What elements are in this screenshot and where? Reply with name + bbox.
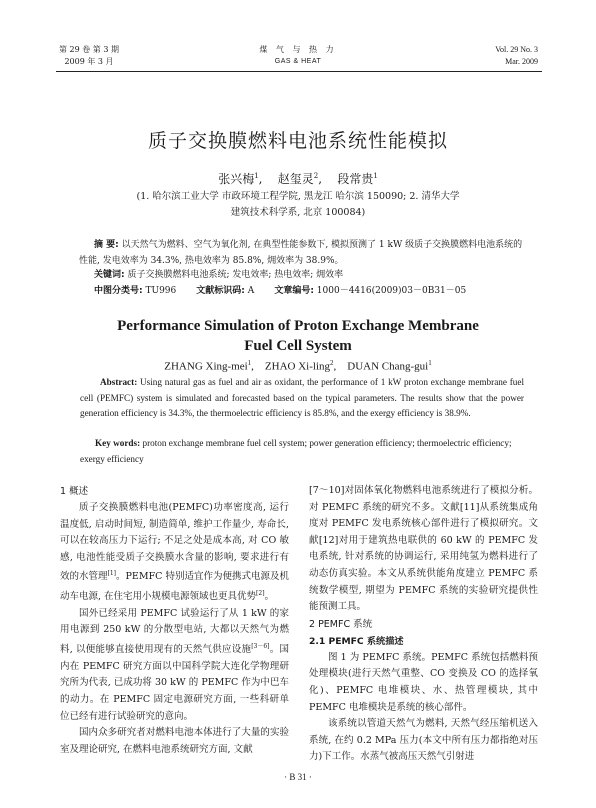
doc-code-value: A (247, 286, 255, 296)
paragraph (60, 500, 289, 606)
citation-ref[interactable]: [2] (256, 590, 265, 598)
paragraph (60, 606, 289, 725)
abstract-en (80, 375, 524, 422)
abstract-en-label: Abstract: (100, 377, 138, 387)
author-name: 张兴梅 (218, 172, 255, 186)
paragraph: 该系统以管道天然气为燃料, 天然气经压缩机送入系统, 在约 0.2 MPa 压力(本文中所有压力都指绝对压力)下工作。水蒸气被高压天然气引射进 (309, 718, 538, 763)
keywords-en (80, 436, 524, 467)
abstract-cn-label: 摘 要: (94, 240, 119, 250)
author-name: 段常贵 (337, 172, 374, 186)
volume-issue: 第 29 卷 第 3 期 (59, 45, 119, 54)
paragraph-text: 质子交换膜燃料电池(PEMFC)功率密度高, 运行温度低, 启动时间短, 制造简单, 维护工作量少, 寿命长, 可以在较高压力下运行; 不足之处是成本高, 对 CO 敏感, 电池性能受质子交换膜水含量的影响, 要求进行有效的水管理 (60, 502, 289, 583)
header-rule (56, 71, 542, 72)
journal-name-cn: 煤 气 与 热 力 (259, 45, 337, 54)
author-name: 赵玺灵 (277, 172, 314, 186)
article-no-value: 1000－4416(2009)03－0B31－05 (316, 286, 467, 296)
abstract-en-text: Using natural gas as fuel and air as oxidant, the performance of 1 kW proton exchange membrane fuel cell (PEMFC) system is simulated and forecasted based on the typical parameters. The results show that the power generation efficiency is 34.3%, the thermoelectric efficiency is 85.8%, and the exergy efficiency is 38.9%. (80, 377, 525, 419)
paragraph: 国内众多研究者对燃料电池本体进行了大量的实验室及理论研究, 在燃料电池系统研究方面, 文献 (60, 727, 289, 755)
journal-name-en: GAS & HEAT (274, 58, 322, 65)
author-name-en: ZHAO Xi-ling (264, 360, 330, 373)
affiliation-cn (0, 189, 596, 221)
affiliation-line: (1. 哈尔滨工业大学 市政环境工程学院, 黑龙江 哈尔滨 150090; 2. 清华大学 (136, 191, 460, 202)
volume-en: Vol. 29 No. 3 (495, 45, 538, 54)
section-heading: 1 概述 (60, 486, 89, 497)
date-en: Mar. 2009 (505, 57, 538, 66)
affiliation-line: 建筑技术科学系, 北京 100084) (230, 207, 366, 218)
publication-date: 2009 年 3 月 (64, 57, 114, 66)
author-affil-mark: 2 (330, 359, 334, 367)
author-affil-mark: 1 (254, 172, 259, 180)
author-name-en: DUAN Chang-gui (347, 360, 429, 373)
classification-cn (94, 284, 466, 298)
authors-cn: 张兴梅$^1$, 赵玺灵$^2$, 段常贵$^1$ (218, 172, 378, 186)
keywords-cn-text: 质子交换膜燃料电池系统; 发电效率; 热电效率; 㶲效率 (127, 270, 344, 280)
doc-code-label: 文献标识码: (196, 286, 245, 296)
paragraph-text: 。PEMFC 特别适宜作为便携式电源及机动车电源, 在住宅用小规模电源领域也更具优势 (60, 571, 289, 603)
section-heading: 2 PEMFC 系统 (309, 618, 373, 630)
author-name-en: ZHANG Xing-mei (164, 360, 248, 373)
author-affil-mark: 2 (313, 172, 319, 180)
paragraph: [7～10]对固体氧化物燃料电池系统进行了模拟分析。对 PEMFC 系统的研究不多。文献[11]从系统集成角度对 PEMFC 发电系统核心部件进行了模拟研究。文献[12]对用于建筑热电联供的 60 kW 的 PEMFC 发电系统, 针对系统的协调运行, 采用纯氢为燃料进行了动态仿真实验。本文从系统供能角度建立 PEMFC 系统数学模型, 期望为 PEMFC 系统的实验研究提供性能预测工具。 (309, 485, 538, 613)
paper-title-en (0, 316, 596, 356)
paragraph: 图 1 为 PEMFC 系统。PEMFC 系统包括燃料预处理模块(进行天然气重整、CO 变换及 CO 的选择氧化)、PEMFC 电堆模块、水、热管理模块, 其中 PEMFC 电堆模块是系统的核心部件。 (309, 651, 538, 713)
body-column-left (60, 483, 289, 758)
title-en-line: Fuel Cell System (244, 338, 352, 354)
article-no-label: 文章编号: (274, 286, 314, 296)
citation-ref[interactable]: [1] (107, 570, 117, 578)
keywords-en-text: proton exchange membrane fuel cell system; power generation efficiency; thermoelectric efficiency; exergy efficiency (80, 438, 512, 464)
author-affil-mark: 1 (373, 172, 378, 180)
author-affil-mark: 1 (247, 359, 252, 367)
subsection-heading: 2.1 PEMFC 系统描述 (309, 635, 404, 647)
page-number: · B 31 · (284, 772, 312, 782)
citation-ref[interactable]: [3－6] (251, 643, 270, 651)
keywords-en-label: Key words: (95, 438, 141, 448)
abstract-cn (79, 237, 525, 269)
keywords-cn (94, 268, 343, 282)
paragraph-text: 国外已经采用 PEMFC 试验运行了从 1 kW 的家用电源到 250 kW 的分散型电站, 大都以天然气为燃料, 以便能够直接使用现有的天然气供应设施 (60, 607, 289, 656)
paper-title-cn: 质子交换膜燃料电池系统性能模拟 (147, 130, 448, 152)
author-affil-mark: 1 (428, 359, 432, 367)
paragraph-text: 。 (264, 591, 275, 603)
keywords-cn-label: 关键词: (94, 270, 125, 280)
abstract-cn-text: 以天然气为燃料、空气为氧化剂, 在典型性能参数下, 模拟预测了 1 kW 级质子交换膜燃料电池系统的性能, 发电效率为 34.3%, 热电效率为 85.8%, 㶲效率为 38.9%。 (79, 240, 523, 266)
title-en-line: Performance Simulation of Proton Exchange Membrane (117, 318, 479, 334)
clc-label: 中图分类号: (94, 286, 143, 296)
authors-en: ZHANG Xing-mei$^1$, ZHAO Xi-ling$^2$, DUAN Chang-gui$^1$ (164, 359, 432, 373)
paragraph-text: 。国内在 PEMFC 研究方面以中国科学院大连化学物理研究所为代表, 已成功将 30 kW 的 PEMFC 作为中巴车的动力。在 PEMFC 固定电源研究方面, 一些科研单位已经有进行试验研究的意向。 (60, 644, 289, 722)
body-column-right (309, 483, 538, 766)
journal-volume-en (495, 44, 538, 68)
clc-value: TU996 (145, 286, 177, 296)
